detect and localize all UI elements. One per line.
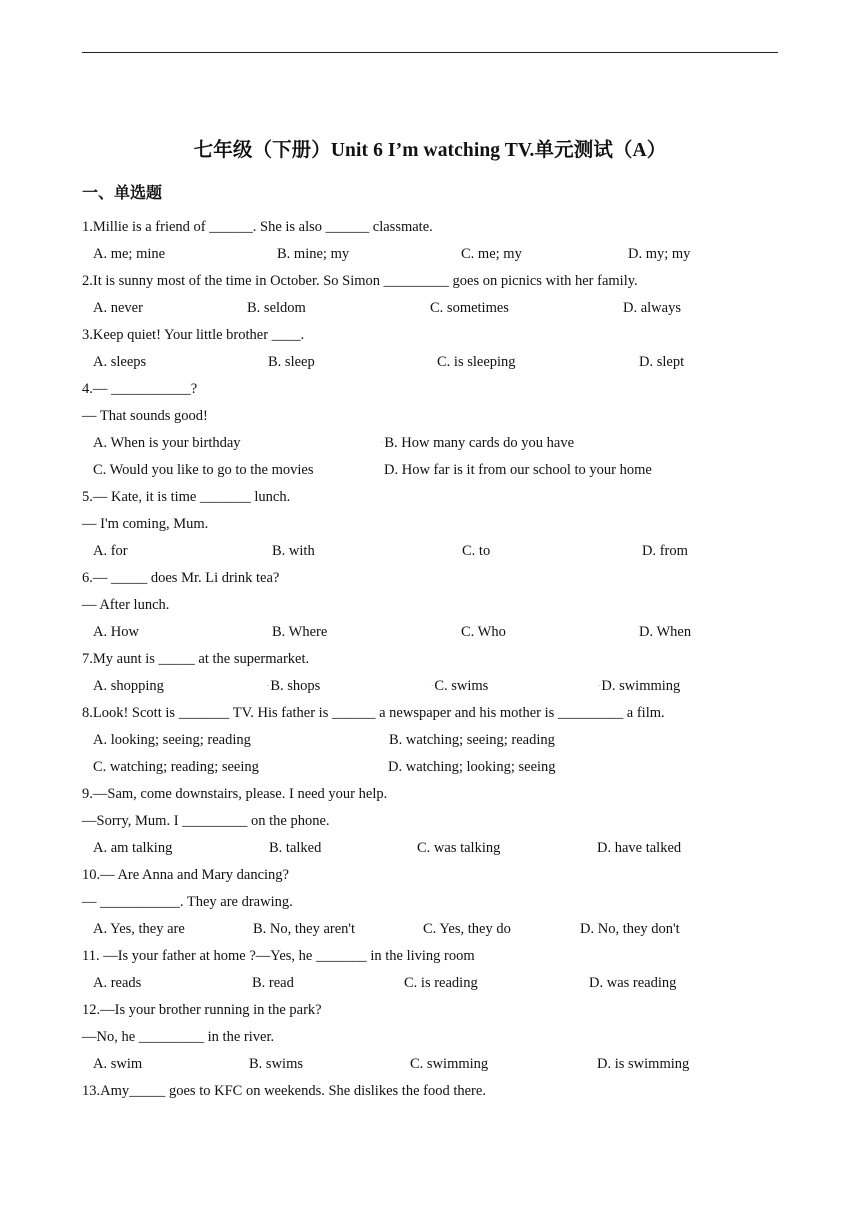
option-label: B. shops [270, 678, 321, 694]
question-2-option-b [247, 300, 306, 317]
question-12-option-d [597, 1056, 689, 1073]
question-11-option-a [93, 975, 141, 992]
option-label: B. talked [269, 840, 322, 856]
question-11-option-c [404, 975, 478, 992]
question-1-option-c [461, 246, 522, 263]
question-1-option-b [277, 246, 349, 263]
stray-mark: · [598, 682, 601, 690]
question-11-option-d [589, 975, 676, 992]
option-label: B. No, they aren't [253, 921, 356, 937]
question-9-stem: 9.—Sam, come downstairs, please. I need your help. [82, 786, 388, 802]
question-10-stem: 10.— Are Anna and Mary dancing? [82, 867, 289, 883]
question-8-option-d [388, 759, 556, 776]
option-label: A. When is your birthday [93, 435, 241, 451]
question-3-option-a [93, 354, 146, 371]
option-label: A. Yes, they are [93, 921, 185, 937]
option-label: D. is swimming [597, 1056, 690, 1072]
question-3-stem: 3.Keep quiet! Your little brother ____. [82, 327, 305, 343]
stray-mark: · [267, 682, 270, 690]
question-2-stem: 2.It is sunny most of the time in October. So Simon _________ goes on picnics with her family. [82, 273, 638, 289]
option-label: D. No, they don't [580, 921, 680, 937]
question-4-dialog-line: — That sounds good! [82, 408, 208, 424]
option-label: A. swim [93, 1056, 143, 1072]
option-label: A. How [93, 624, 139, 640]
question-12-option-c [410, 1056, 488, 1073]
option-label: B. with [272, 543, 315, 559]
option-label: D. have talked [597, 840, 682, 856]
page-title: 七年级（下册）Unit 6 I’m watching TV.单元测试（A） [193, 140, 667, 161]
option-label: C. Yes, they do [423, 921, 511, 937]
option-label: C. Would you like to go to the movies [93, 462, 314, 478]
option-label: C. me; my [461, 246, 522, 262]
question-11-stem: 11. —Is your father at home ?—Yes, he _______ in the living room [82, 948, 475, 964]
option-label: D. from [642, 543, 688, 559]
question-5-option-b [272, 543, 315, 560]
question-6-stem: 6.— _____ does Mr. Li drink tea? [82, 570, 280, 586]
question-5-option-a [93, 543, 128, 560]
question-4-option-d [384, 462, 652, 479]
option-label: C. is reading [404, 975, 478, 991]
option-label: B. Where [272, 624, 328, 640]
question-7-option-b [267, 678, 320, 695]
option-label: A. shopping [93, 678, 164, 694]
option-label: C. was talking [417, 840, 501, 856]
option-label: C. to [462, 543, 491, 559]
question-10-option-c [423, 921, 511, 938]
option-label: A. reads [93, 975, 142, 991]
question-7-option-d [598, 678, 680, 695]
option-label: B. sleep [268, 354, 315, 370]
question-5-option-d [642, 543, 688, 560]
question-12-stem: 12.—Is your brother running in the park? [82, 1002, 322, 1018]
option-label: C. sometimes [430, 300, 509, 316]
question-8-option-c [93, 759, 259, 776]
option-label: B. read [252, 975, 294, 991]
question-7-option-c [431, 678, 488, 695]
stray-mark: · [431, 682, 434, 690]
question-5-dialog-line: — I'm coming, Mum. [82, 516, 209, 532]
option-label: D. my; my [628, 246, 691, 262]
option-label: A. me; mine [93, 246, 166, 262]
question-2-option-c [430, 300, 509, 317]
question-3-option-d [639, 354, 684, 371]
question-9-option-a [93, 840, 172, 857]
question-8-option-b [389, 732, 555, 749]
option-label: C. swims [434, 678, 489, 694]
stray-mark: · [381, 439, 384, 447]
option-label: D. was reading [589, 975, 677, 991]
option-label: D. swimming [601, 678, 681, 694]
option-label: C. is sleeping [437, 354, 516, 370]
question-4-stem: 4.— ___________? [82, 381, 198, 397]
option-label: D. How far is it from our school to your home [384, 462, 652, 478]
question-13-stem: 13.Amy_____ goes to KFC on weekends. She dislikes the food there. [82, 1083, 486, 1099]
option-label: A. am talking [93, 840, 173, 856]
question-6-option-b [272, 624, 327, 641]
question-8-option-a [93, 732, 251, 749]
option-label: C. watching; reading; seeing [93, 759, 259, 775]
question-3-option-b [268, 354, 315, 371]
option-label: A. for [93, 543, 128, 559]
question-5-option-c [462, 543, 490, 560]
question-4-option-c [93, 462, 314, 479]
question-12-option-b [249, 1056, 303, 1073]
question-9-option-c [417, 840, 500, 857]
question-10-option-a [93, 921, 185, 938]
question-2-option-a [93, 300, 143, 317]
option-label: B. watching; seeing; reading [389, 732, 555, 748]
header-rule [82, 52, 778, 53]
option-label: D. watching; looking; seeing [388, 759, 556, 775]
question-8-stem: 8.Look! Scott is _______ TV. His father is ______ a newspaper and his mother is _________ a film. [82, 705, 665, 721]
question-4-option-b [381, 435, 574, 452]
option-label: B. mine; my [277, 246, 350, 262]
option-label: B. seldom [247, 300, 306, 316]
question-4-option-a [93, 435, 241, 452]
question-12-option-a [93, 1056, 142, 1073]
option-label: D. slept [639, 354, 685, 370]
question-3-option-c [437, 354, 516, 371]
option-label: B. How many cards do you have [384, 435, 575, 451]
section-heading: 一、单选题 [82, 185, 163, 202]
question-6-option-d [639, 624, 691, 641]
question-5-stem: 5.— Kate, it is time _______ lunch. [82, 489, 291, 505]
option-label: B. swims [249, 1056, 303, 1072]
question-12-dialog-line: —No, he _________ in the river. [82, 1029, 275, 1045]
question-10-option-d [580, 921, 680, 938]
question-7-option-a [93, 678, 164, 695]
option-label: A. sleeps [93, 354, 147, 370]
option-label: A. never [93, 300, 143, 316]
question-6-option-a [93, 624, 139, 641]
question-1-stem: 1.Millie is a friend of ______. She is also ______ classmate. [82, 219, 433, 235]
question-1-option-a [93, 246, 165, 263]
question-9-option-d [597, 840, 681, 857]
option-label: D. always [623, 300, 681, 316]
question-6-dialog-line: — After lunch. [82, 597, 170, 613]
question-9-dialog-line: —Sorry, Mum. I _________ on the phone. [82, 813, 330, 829]
question-7-stem: 7.My aunt is _____ at the supermarket. [82, 651, 310, 667]
question-6-option-c [461, 624, 506, 641]
question-9-option-b [269, 840, 321, 857]
question-10-dialog-line: — ___________. They are drawing. [82, 894, 293, 910]
option-label: C. swimming [410, 1056, 489, 1072]
option-label: D. When [639, 624, 692, 640]
question-11-option-b [252, 975, 294, 992]
option-label: C. Who [461, 624, 506, 640]
question-10-option-b [253, 921, 355, 938]
question-2-option-d [623, 300, 681, 317]
question-1-option-d [628, 246, 690, 263]
option-label: A. looking; seeing; reading [93, 732, 251, 748]
